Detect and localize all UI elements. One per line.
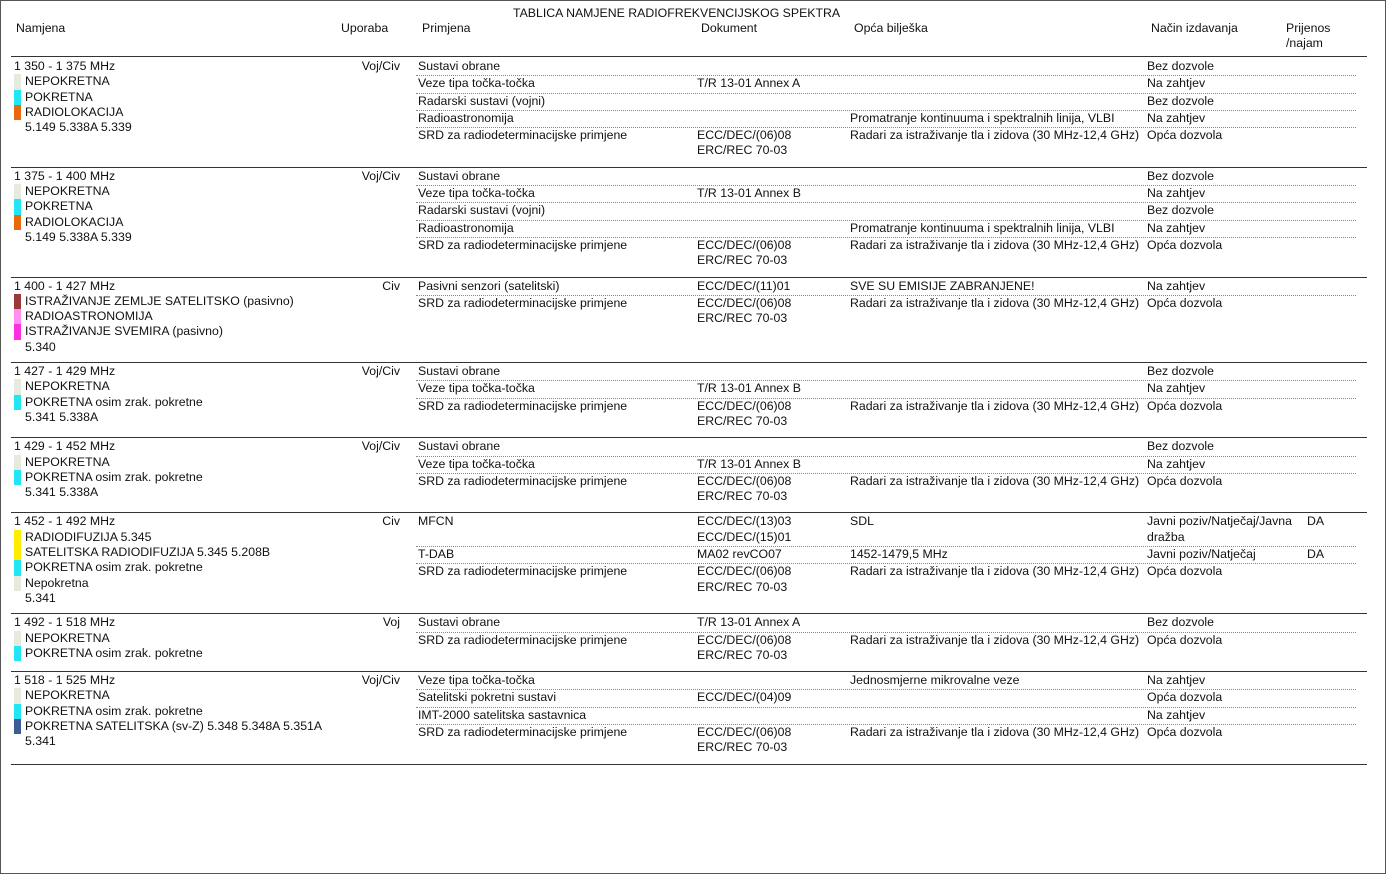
cell-nacin: Bez dozvole (1147, 59, 1214, 73)
service-color-swatch (14, 719, 21, 734)
service-color-swatch (14, 74, 21, 89)
band-uporaba: Voj/Civ (361, 59, 400, 73)
cell-nacin: Opća dozvola (1147, 398, 1223, 413)
band-applications (416, 673, 1356, 756)
cell-nacin: Na zahtjev (1147, 220, 1206, 235)
cell-biljeska (850, 76, 1147, 91)
cell-primjena: IMT-2000 satelitska sastavnica (418, 707, 587, 722)
cell-nacin: Bez dozvole (1147, 203, 1214, 218)
band-applications (416, 364, 1356, 430)
allocation-item (14, 688, 341, 703)
cell-nacin: Opća dozvola (1147, 564, 1223, 579)
cell-prijenos (1307, 708, 1355, 723)
band-namjena (11, 439, 341, 505)
cell-dokument: ECC/DEC/(06)08 ERC/REC 70-03 (697, 632, 792, 662)
allocation-item (14, 455, 341, 470)
cell-dokument: ECC/DEC/(06)08 ERC/REC 70-03 (697, 398, 792, 428)
cell-prijenos (1307, 725, 1355, 756)
cell-prijenos (1307, 439, 1355, 454)
application-row (416, 708, 1356, 725)
cell-dokument: T/R 13-01 Annex A (697, 76, 801, 91)
cell-dokument: ECC/DEC/(04)09 (697, 690, 792, 705)
band-namjena (11, 514, 341, 606)
cell-nacin: Na zahtjev (1147, 456, 1206, 471)
cell-prijenos (1307, 564, 1355, 595)
cell-biljeska (850, 203, 1147, 218)
allocation-label: RADIOLOKACIJA (25, 214, 124, 229)
application-row (416, 364, 1356, 381)
cell-dokument (697, 111, 850, 126)
application-row (416, 238, 1356, 270)
footnote-refs: 5.341 (25, 590, 56, 605)
cell-primjena: SRD za radiodeterminacijske primjene (418, 473, 628, 488)
frequency-range: 1 350 - 1 375 MHz (14, 59, 116, 73)
cell-primjena: Satelitski pokretni sustavi (418, 690, 557, 705)
band-row (11, 363, 1367, 438)
cell-dokument (697, 203, 850, 218)
band-uporaba: Voj/Civ (361, 439, 400, 454)
cell-prijenos (1307, 203, 1355, 218)
service-color-swatch (14, 576, 21, 591)
frequency-range: 1 375 - 1 400 MHz (14, 168, 116, 183)
cell-nacin: Na zahtjev (1147, 707, 1206, 722)
header-divider (11, 56, 1367, 57)
band-uporaba: Civ (382, 514, 400, 529)
band-uporaba: Voj (382, 615, 400, 630)
application-row (416, 186, 1356, 203)
allocation-item (14, 545, 341, 560)
cell-nacin: Na zahtjev (1147, 381, 1206, 396)
header-nacin: Način izdavanja (1151, 21, 1238, 35)
cell-dokument: T/R 13-01 Annex A (697, 615, 801, 630)
allocation-item (14, 184, 341, 199)
cell-biljeska: Radari za istraživanje tla i zidova (30 MHz-12,4 GHz) (850, 564, 1140, 579)
service-color-swatch (14, 294, 21, 309)
cell-nacin: Opća dozvola (1147, 690, 1223, 705)
cell-nacin: Na zahtjev (1147, 278, 1206, 293)
service-color-swatch (14, 184, 21, 199)
footnote-refs: 5.340 (25, 339, 56, 354)
cell-prijenos: DA (1307, 547, 1325, 562)
allocation-label: NEPOKRETNA (25, 184, 110, 199)
allocation-item (14, 294, 341, 309)
cell-biljeska (850, 708, 1147, 723)
allocation-label: NEPOKRETNA (25, 630, 110, 645)
allocation-item (14, 719, 341, 734)
allocation-label: RADIOASTRONOMIJA (25, 309, 153, 324)
service-color-swatch (14, 545, 21, 560)
cell-prijenos (1307, 381, 1355, 396)
cell-dokument: ECC/DEC/(06)08 ERC/REC 70-03 (697, 237, 792, 268)
cell-nacin: Bez dozvole (1147, 364, 1214, 379)
service-color-swatch (14, 324, 21, 339)
header-primjena: Primjena (422, 21, 471, 35)
application-row (416, 381, 1356, 398)
cell-nacin: Na zahtjev (1147, 673, 1206, 688)
service-color-swatch (14, 470, 21, 485)
cell-biljeska: Radari za istraživanje tla i zidova (30 MHz-12,4 GHz) (850, 632, 1140, 647)
cell-dokument: T/R 13-01 Annex B (697, 186, 801, 201)
cell-primjena: Radioastronomija (418, 110, 514, 125)
allocation-label: RADIOLOKACIJA (25, 104, 124, 119)
band-row (11, 278, 1367, 363)
cell-biljeska: Radari za istraživanje tla i zidova (30 MHz-12,4 GHz) (850, 237, 1140, 252)
service-color-swatch (14, 309, 21, 324)
footnote-refs: 5.149 5.338A 5.339 (25, 229, 132, 244)
footnote-refs: 5.341 5.338A (25, 485, 99, 500)
service-color-swatch (14, 379, 21, 394)
cell-primjena: Veze tipa točka-točka (418, 76, 535, 91)
band-row (11, 168, 1367, 278)
application-row (416, 547, 1356, 564)
cell-primjena: Pasivni senzori (satelitski) (418, 278, 560, 293)
band-table (11, 58, 1367, 765)
application-row (416, 296, 1356, 328)
cell-nacin: Bez dozvole (1147, 439, 1214, 454)
allocation-label: SATELITSKA RADIODIFUZIJA 5.345 5.208B (25, 545, 271, 560)
cell-prijenos (1307, 690, 1355, 705)
cell-dokument: ECC/DEC/(13)03 ECC/DEC/(15)01 (697, 514, 792, 544)
allocation-label: ISTRAŽIVANJE ZEMLJE SATELITSKO (pasivno) (25, 293, 294, 308)
cell-primjena: Radarski sustavi (vojni) (418, 93, 546, 108)
allocation-label: POKRETNA osim zrak. pokretne (25, 560, 203, 575)
cell-dokument (697, 364, 850, 379)
cell-nacin: Opća dozvola (1147, 724, 1223, 739)
allocation-label: POKRETNA osim zrak. pokretne (25, 703, 203, 718)
cell-primjena: Radarski sustavi (vojni) (418, 203, 546, 218)
cell-prijenos (1307, 633, 1355, 664)
cell-nacin: Opća dozvola (1147, 237, 1223, 252)
cell-prijenos (1307, 76, 1355, 91)
allocation-item (14, 631, 341, 646)
allocation-label: NEPOKRETNA (25, 74, 110, 89)
allocation-label: NEPOKRETNA (25, 688, 110, 703)
service-color-swatch (14, 560, 21, 575)
cell-nacin: Javni poziv/Natječaj (1147, 547, 1256, 562)
application-row (416, 457, 1356, 474)
cell-prijenos (1307, 221, 1355, 236)
cell-biljeska (850, 364, 1147, 379)
cell-primjena: SRD za radiodeterminacijske primjene (418, 724, 628, 739)
cell-dokument (697, 673, 850, 688)
cell-dokument: ECC/DEC/(11)01 (697, 278, 791, 293)
application-row (416, 615, 1356, 632)
allocation-label: POKRETNA osim zrak. pokretne (25, 645, 203, 660)
cell-prijenos (1307, 615, 1355, 630)
service-color-swatch (14, 199, 21, 214)
allocation-label: ISTRAŽIVANJE SVEMIRA (pasivno) (25, 324, 223, 339)
band-row (11, 614, 1367, 672)
frequency-range: 1 452 - 1 492 MHz (14, 514, 116, 529)
cell-biljeska (850, 381, 1147, 396)
cell-primjena: Veze tipa točka-točka (418, 456, 535, 471)
cell-dokument: MA02 revCO07 (697, 547, 782, 562)
cell-biljeska (850, 439, 1147, 454)
cell-primjena: Veze tipa točka-točka (418, 186, 535, 201)
allocation-label: RADIODIFUZIJA 5.345 (25, 529, 152, 544)
cell-prijenos (1307, 169, 1355, 184)
cell-biljeska (850, 169, 1147, 184)
cell-dokument (697, 169, 850, 184)
cell-primjena: MFCN (418, 514, 454, 529)
cell-primjena: Veze tipa točka-točka (418, 673, 535, 688)
band-applications (416, 59, 1356, 160)
cell-biljeska (850, 690, 1147, 705)
band-applications (416, 279, 1356, 355)
cell-biljeska (850, 186, 1147, 201)
cell-dokument (697, 439, 850, 454)
cell-biljeska: Radari za istraživanje tla i zidova (30 MHz-12,4 GHz) (850, 398, 1140, 413)
header-prijenos: Prijenos /najam (1286, 21, 1331, 50)
band-row (11, 438, 1367, 513)
cell-prijenos (1307, 474, 1355, 505)
cell-nacin: Javni poziv/Natječaj/Javna dražba (1147, 514, 1292, 544)
band-uporaba: Civ (382, 278, 400, 293)
cell-prijenos (1307, 296, 1355, 327)
cell-prijenos (1307, 238, 1355, 269)
allocation-item (14, 395, 341, 410)
application-row (416, 128, 1356, 160)
application-row (416, 514, 1356, 547)
band-applications (416, 615, 1356, 664)
band-row (11, 58, 1367, 168)
band-namjena (11, 673, 341, 756)
cell-primjena: Sustavi obrane (418, 59, 501, 73)
application-row (416, 221, 1356, 238)
cell-prijenos (1307, 399, 1355, 430)
cell-biljeska: Radari za istraživanje tla i zidova (30 MHz-12,4 GHz) (850, 128, 1140, 143)
header-biljeska: Opća bilješka (854, 21, 928, 35)
cell-prijenos (1307, 364, 1355, 379)
cell-biljeska: SDL (850, 514, 874, 529)
allocation-item (14, 646, 341, 661)
table-title: TABLICA NAMJENE RADIOFREKVENCIJSKOG SPEKTRA (513, 6, 841, 20)
cell-biljeska: 1452-1479,5 MHz (850, 547, 948, 562)
cell-biljeska: Radari za istraživanje tla i zidova (30 MHz-12,4 GHz) (850, 724, 1140, 739)
cell-primjena: SRD za radiodeterminacijske primjene (418, 564, 628, 579)
cell-biljeska (850, 615, 1147, 630)
allocation-label: POKRETNA SATELITSKA (sv-Z) 5.348 5.348A 5.351A (25, 718, 323, 733)
application-row (416, 169, 1356, 186)
band-namjena (11, 279, 341, 355)
allocation-item (14, 530, 341, 545)
cell-prijenos (1307, 457, 1355, 472)
application-row (416, 439, 1356, 456)
cell-nacin: Na zahtjev (1147, 110, 1206, 125)
frequency-range: 1 518 - 1 525 MHz (14, 673, 116, 688)
allocation-label: POKRETNA (25, 89, 93, 104)
cell-biljeska: Promatranje kontinuuma i spektralnih linija, VLBI (850, 110, 1115, 125)
band-uporaba: Voj/Civ (361, 168, 400, 183)
cell-prijenos: DA (1307, 514, 1325, 529)
frequency-range: 1 400 - 1 427 MHz (14, 278, 116, 293)
application-row (416, 94, 1356, 111)
cell-dokument: ECC/DEC/(06)08 ERC/REC 70-03 (697, 295, 792, 326)
band-row (11, 672, 1367, 764)
service-color-swatch (14, 395, 21, 410)
cell-primjena: SRD za radiodeterminacijske primjene (418, 398, 628, 413)
cell-primjena: Radioastronomija (418, 220, 514, 235)
cell-primjena: T-DAB (418, 547, 455, 562)
application-row (416, 399, 1356, 431)
allocation-label: Nepokretna (25, 575, 89, 590)
cell-nacin: Opća dozvola (1147, 128, 1223, 143)
application-row (416, 690, 1356, 707)
cell-primjena: SRD za radiodeterminacijske primjene (418, 295, 628, 310)
cell-primjena: Veze tipa točka-točka (418, 381, 535, 396)
allocation-label: POKRETNA osim zrak. pokretne (25, 394, 203, 409)
application-row (416, 633, 1356, 665)
band-applications (416, 439, 1356, 505)
application-row (416, 564, 1356, 596)
cell-primjena: SRD za radiodeterminacijske primjene (418, 237, 628, 252)
cell-dokument (697, 59, 850, 74)
cell-nacin: Na zahtjev (1147, 76, 1206, 91)
frequency-range: 1 429 - 1 452 MHz (14, 439, 116, 454)
cell-biljeska: Promatranje kontinuuma i spektralnih linija, VLBI (850, 220, 1115, 235)
band-row (11, 513, 1367, 614)
cell-nacin: Opća dozvola (1147, 632, 1223, 647)
cell-primjena: Sustavi obrane (418, 364, 501, 379)
cell-biljeska (850, 457, 1147, 472)
allocation-label: POKRETNA osim zrak. pokretne (25, 469, 203, 484)
application-row (416, 76, 1356, 93)
allocation-label: NEPOKRETNA (25, 454, 110, 469)
application-row (416, 673, 1356, 690)
allocation-label: POKRETNA (25, 199, 93, 214)
service-color-swatch (14, 704, 21, 719)
allocation-item (14, 324, 341, 339)
application-row (416, 59, 1356, 76)
allocation-item (14, 90, 341, 105)
allocation-item (14, 379, 341, 394)
allocation-item (14, 215, 341, 230)
application-row (416, 203, 1356, 220)
band-uporaba: Voj/Civ (361, 364, 400, 379)
cell-biljeska: Radari za istraživanje tla i zidova (30 MHz-12,4 GHz) (850, 295, 1140, 310)
cell-nacin: Opća dozvola (1147, 295, 1223, 310)
cell-primjena: SRD za radiodeterminacijske primjene (418, 128, 628, 143)
cell-nacin: Bez dozvole (1147, 168, 1214, 183)
cell-biljeska: Jednosmjerne mikrovalne veze (850, 673, 1020, 688)
cell-biljeska: Radari za istraživanje tla i zidova (30 MHz-12,4 GHz) (850, 473, 1140, 488)
cell-dokument: ECC/DEC/(06)08 ERC/REC 70-03 (697, 564, 792, 594)
service-color-swatch (14, 215, 21, 230)
header-namjena: Namjena (16, 21, 66, 35)
service-color-swatch (14, 646, 21, 661)
allocation-item (14, 470, 341, 485)
cell-dokument (697, 708, 850, 723)
footnote-refs: 5.149 5.338A 5.339 (25, 120, 132, 135)
band-namjena (11, 59, 341, 160)
frequency-range: 1 492 - 1 518 MHz (14, 615, 116, 630)
application-row (416, 474, 1356, 506)
application-row (416, 725, 1356, 757)
allocation-item (14, 199, 341, 214)
service-color-swatch (14, 688, 21, 703)
cell-nacin: Bez dozvole (1147, 93, 1214, 108)
application-row (416, 279, 1356, 296)
cell-dokument (697, 94, 850, 109)
cell-prijenos (1307, 59, 1355, 74)
cell-dokument: T/R 13-01 Annex B (697, 456, 801, 471)
allocation-item (14, 74, 341, 89)
allocation-item (14, 105, 341, 120)
band-uporaba: Voj/Civ (361, 673, 400, 688)
band-applications (416, 514, 1356, 606)
service-color-swatch (14, 631, 21, 646)
allocation-item (14, 560, 341, 575)
cell-dokument: ECC/DEC/(06)08 ERC/REC 70-03 (697, 128, 792, 158)
cell-prijenos (1307, 111, 1355, 126)
cell-prijenos (1307, 128, 1355, 159)
cell-biljeska (850, 59, 1147, 74)
band-namjena (11, 615, 341, 664)
cell-biljeska (850, 94, 1147, 109)
band-namjena (11, 169, 341, 270)
cell-nacin: Na zahtjev (1147, 186, 1206, 201)
cell-primjena: Sustavi obrane (418, 615, 501, 630)
allocation-item (14, 576, 341, 591)
cell-dokument: ECC/DEC/(06)08 ERC/REC 70-03 (697, 724, 792, 755)
cell-primjena: Sustavi obrane (418, 168, 501, 183)
header-uporaba: Uporaba (341, 21, 389, 35)
footnote-refs: 5.341 5.338A (25, 409, 99, 424)
cell-biljeska: SVE SU EMISIJE ZABRANJENE! (850, 278, 1035, 293)
service-color-swatch (14, 90, 21, 105)
cell-primjena: Sustavi obrane (418, 439, 501, 454)
cell-dokument: T/R 13-01 Annex B (697, 381, 801, 396)
application-row (416, 111, 1356, 128)
service-color-swatch (14, 530, 21, 545)
cell-nacin: Bez dozvole (1147, 615, 1214, 630)
allocation-label: NEPOKRETNA (25, 379, 110, 394)
header-dokument: Dokument (701, 21, 758, 35)
band-namjena (11, 364, 341, 430)
cell-dokument (697, 221, 850, 236)
service-color-swatch (14, 455, 21, 470)
allocation-item (14, 309, 341, 324)
cell-prijenos (1307, 279, 1355, 294)
frequency-range: 1 427 - 1 429 MHz (14, 364, 116, 379)
footnote-refs: 5.341 (25, 734, 56, 749)
band-applications (416, 169, 1356, 270)
cell-prijenos (1307, 94, 1355, 109)
cell-nacin: Opća dozvola (1147, 473, 1223, 488)
service-color-swatch (14, 105, 21, 120)
cell-prijenos (1307, 186, 1355, 201)
cell-prijenos (1307, 673, 1355, 688)
cell-primjena: SRD za radiodeterminacijske primjene (418, 632, 628, 647)
cell-dokument: ECC/DEC/(06)08 ERC/REC 70-03 (697, 473, 792, 504)
allocation-item (14, 704, 341, 719)
